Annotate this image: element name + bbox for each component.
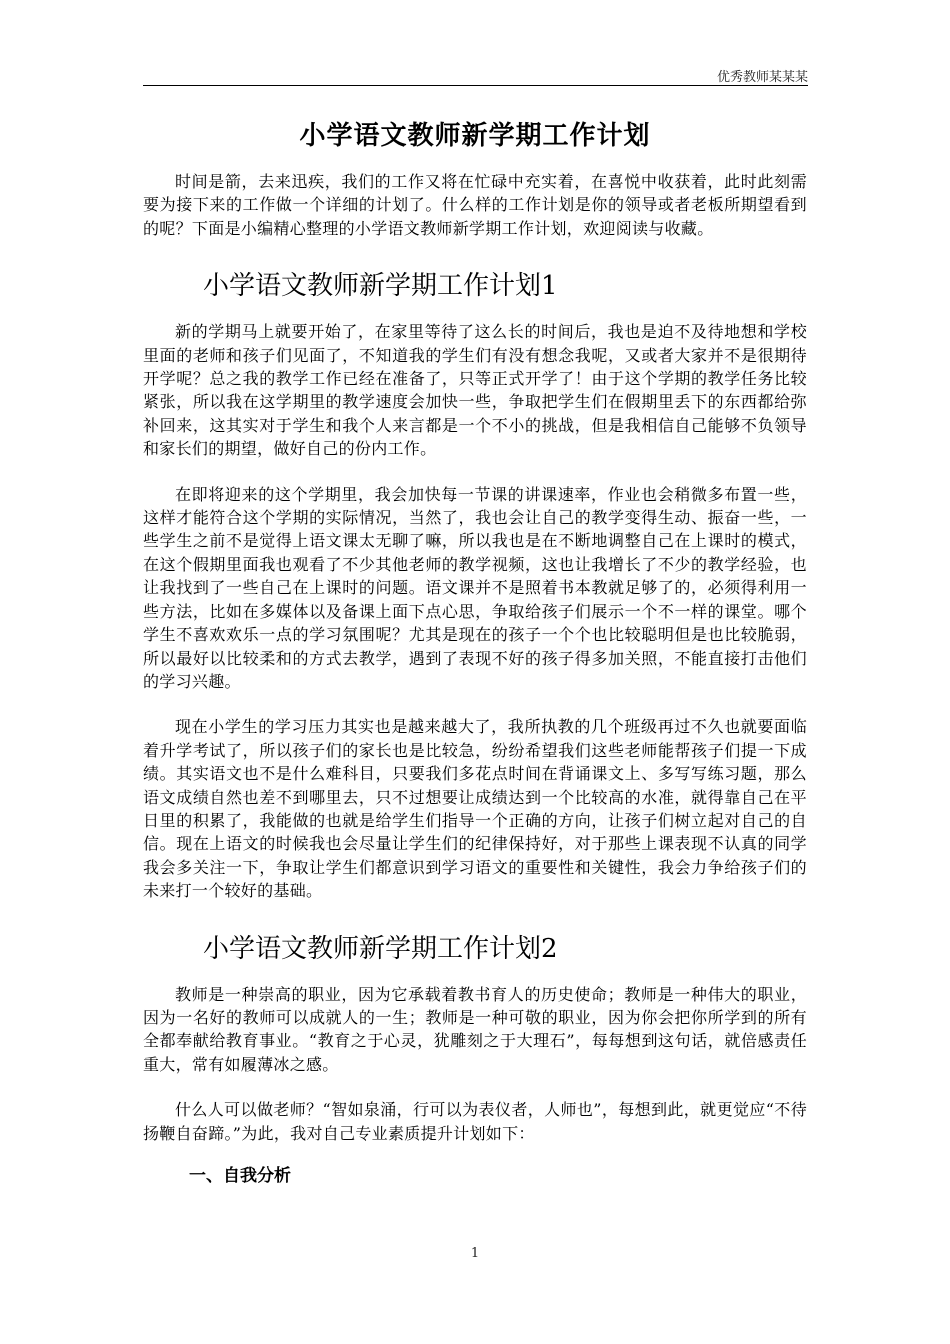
document-body	[143, 112, 807, 1191]
section-2-paragraph-1: 教师是一种崇高的职业，因为它承载着教书育人的历史使命；教师是一种伟大的职业，因为一名好的教师可以成就人的一生；教师是一种可敬的职业，因为你会把你所学到的所有全都奉献给教育事业。“教育之于心灵，犹雕刻之于大理石”，每每想到这句话，就倍感责任重大，常有如履薄冰之感。	[143, 984, 807, 1074]
section-2-heading: 小学语文教师新学期工作计划2	[203, 933, 558, 964]
intro-paragraph: 时间是箭，去来迅疾，我们的工作又将在忙碌中充实着，在喜悦中收获着，此时此刻需要为接下来的工作做一个详细的计划了。什么样的工作计划是你的领导或者老板所期望看到的呢？下面是小编精心整理的小学语文教师新学期工作计划，欢迎阅读与收藏。	[143, 172, 807, 238]
section-1-heading: 小学语文教师新学期工作计划1	[203, 271, 558, 302]
page-number: 1	[470, 1246, 480, 1261]
section-1-paragraph-2: 在即将迎来的这个学期里，我会加快每一节课的讲课速率，作业也会稍微多布置一些，这样才能符合这个学期的实际情况，当然了，我也会让自己的教学变得生动、振奋一些，一些学生之前不是觉得上语文课太无聊了嘛，所以我也是在不断地调整自己在上课时的模式，在这个假期里面我也观看了不少其他老师的教学视频，这也让我增长了不少的教学经验，也让我找到了一些自己在上课时的问题。语文课并不是照着书本教就足够了的，必须得利用一些方法，比如在多媒体以及备课上面下点心思，争取给孩子们展示一个不一样的课堂。哪个学生不喜欢欢乐一点的学习氛围呢？尤其是现在的孩子一个个也比较聪明但是也比较脆弱，所以最好以比较柔和的方式去教学，遇到了表现不好的孩子得多加关照，不能直接打击他们的学习兴趣。	[143, 484, 807, 691]
section-1-paragraph-3: 现在小学生的学习压力其实也是越来越大了，我所执教的几个班级再过不久也就要面临着升学考试了，所以孩子们的家长也是比较急，纷纷希望我们这些老师能帮孩子们提一下成绩。其实语文也不是什么难科目，只要我们多花点时间在背诵课文上、多写写练习题，那么语文成绩自然也差不到哪里去，只不过想要让成绩达到一个比较高的水准，就得靠自己在平日里的积累了，我能做的也就是给学生们指导一个正确的方向，让孩子们树立起对自己的自信。现在上语文的时候我也会尽量让学生们的纪律保持好，对于那些上课表现不认真的同学我会多关注一下，争取让学生们都意识到学习语文的重要性和关键性，我会力争给孩子们的未来打一个较好的基础。	[143, 717, 807, 901]
section-1-paragraph-1: 新的学期马上就要开始了，在家里等待了这么长的时间后，我也是迫不及待地想和学校里面的老师和孩子们见面了，不知道我的学生们有没有想念我呢，又或者大家并不是很期待开学呢？总之我的教学工作已经在准备了，只等正式开学了！由于这个学期的教学任务比较紧张，所以我在这学期里的教学速度会加快一些，争取把学生们在假期里丢下的东西都给弥补回来，这其实对于学生和我个人来言都是一个不小的挑战，但是我相信自己能够不负领导和家长们的期望，做好自己的份内工作。	[143, 322, 807, 459]
section-2-paragraph-2: 什么人可以做老师？“智如泉涌，行可以为表仪者，人师也”，每想到此，就更觉应“不待扬鞭自奋蹄。”为此，我对自己专业素质提升计划如下：	[143, 1100, 807, 1143]
document-title: 小学语文教师新学期工作计划	[299, 121, 651, 151]
header-divider	[143, 85, 808, 86]
subheading-self-analysis: 一、自我分析	[189, 1166, 291, 1186]
page-header-author: 优秀教师某某某	[716, 70, 808, 85]
